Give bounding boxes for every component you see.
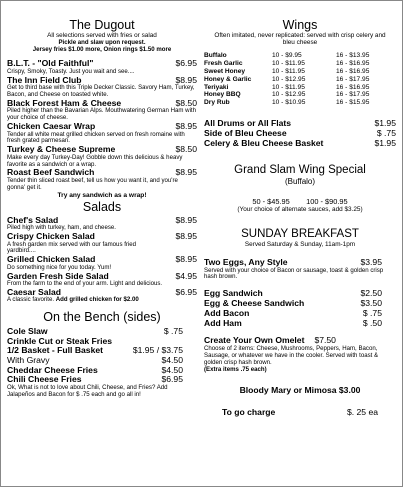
extra-name: Side of Bleu Cheese (204, 127, 287, 138)
item-name: Black Forest Ham & Cheese (7, 97, 122, 108)
menu-item (7, 272, 197, 288)
extra-name: Celery & Bleu Cheese Basket (204, 137, 324, 148)
item-name: B.L.T. - "Old Faithful" (7, 58, 94, 69)
item-name: Chef's Salad (7, 214, 59, 225)
wing-row (204, 99, 396, 107)
item-desc: Make every day Turkey-Day! Gobble down this delicious & heavy favorite as a sandwich or a wrap. (7, 153, 183, 168)
item-price: $8.95 (175, 230, 197, 241)
item-price: $4.50 (161, 355, 183, 366)
wing-row (204, 68, 396, 76)
wing-price-16: 16 - $15.95 (336, 99, 370, 107)
item-name: Roast Beef Sandwich (7, 167, 95, 178)
menu-item (7, 99, 197, 122)
togo-name: To go charge (222, 407, 276, 418)
wing-price-16: 16 - $17.95 (336, 75, 370, 83)
item-price: $6.95 (161, 374, 183, 385)
item-desc: Tender thin sliced roast beef, tell us how you want it, and you're gonna' get it. (7, 176, 178, 191)
wing-price-16: 16 - $16.95 (336, 68, 370, 75)
omelet-extra: (Extra items .75 each) (204, 365, 267, 373)
item-name: Caesar Salad (7, 286, 61, 297)
wing-price-10: 10 - $12.95 (272, 75, 306, 83)
item-desc: Crispy, Smoky, Toasty. Just you wait and see.... (7, 67, 135, 75)
wing-name: Sweet Honey (204, 68, 246, 75)
item-name: With Gravy (7, 355, 50, 366)
wing-name: Buffalo (204, 52, 227, 60)
wing-price-16: 16 - $16.95 (336, 83, 370, 91)
item-desc: A classic favorite. (7, 296, 55, 304)
item-name: Crispy Chicken Salad (7, 230, 95, 241)
item-price: $8.95 (175, 254, 197, 265)
item-name: Crinkle Cut or Steak Fries (7, 335, 113, 346)
omelet-price: $7.50 (314, 335, 336, 346)
item-desc: Tender all white meat grilled chicken served on fresh romaine with fresh grated parmesan. (7, 130, 185, 145)
item-price: $4.50 (161, 364, 183, 375)
wing-price-10: 10 - $11.95 (272, 83, 305, 91)
extra-price: $1.95 (374, 117, 396, 128)
wing-price-10: 10 - $10.95 (272, 99, 306, 107)
togo-price: $. 25 ea (346, 407, 378, 418)
item-name: Cole Slaw (7, 326, 48, 337)
item-price: $8.50 (175, 97, 197, 108)
omelet-desc: Choose of 2 items: Cheese, Mushrooms, Peppers, Ham, Bacon, Sausage, or whatever we have in the cooler. Served with toast & golden crisp hash brown. (204, 345, 379, 366)
dugout-note: Pickle and slaw upon request. (58, 39, 146, 47)
menu-item (7, 59, 197, 75)
eggs-name: Two Eggs, Any Style (204, 256, 288, 267)
item-desc: Piled high with turkey, ham, and cheese. (7, 224, 116, 232)
wing-extra (204, 139, 396, 149)
salads-title: Salads (82, 199, 122, 214)
extra-name: All Drums or All Flats (204, 117, 292, 128)
wing-price-16: 16 - $13.95 (336, 52, 370, 60)
breakfast-served: Served Saturday & Sunday, 11am-1pm (244, 240, 356, 248)
item-price: $8.95 (175, 74, 197, 85)
item-price: $ .75 (362, 307, 382, 318)
extra-price: $ .75 (376, 127, 396, 138)
item-desc: A fresh garden mix served with our famous fried yardbird.... (7, 240, 137, 255)
item-price: $8.50 (175, 144, 197, 155)
wing-price-10: 10 - $12.95 (272, 91, 306, 99)
item-price: $1.95 / $3.75 (132, 345, 183, 356)
menu-item (7, 122, 197, 145)
wing-row (204, 60, 396, 68)
item-name: 1/2 Basket - Full Basket (7, 345, 104, 356)
wing-name: Fresh Garlic (204, 60, 243, 68)
item-price: $4.95 (175, 270, 197, 281)
menu-item (7, 168, 197, 191)
item-name: Chili Cheese Fries (7, 374, 82, 385)
item-price: $6.95 (175, 286, 197, 297)
item-desc: From the farm to the end of your arm. Light and delicious. (7, 280, 163, 288)
item-price: $ .75 (163, 326, 183, 337)
menu-item (7, 255, 197, 271)
item-name: Garden Fresh Side Salad (7, 270, 109, 281)
extra-price: $1.95 (374, 137, 396, 148)
dugout-note: Jersey fries $1.00 more, Onion rings $1.50 more (32, 46, 172, 54)
item-price: $2.50 (360, 288, 382, 299)
grand-slam-subtitle: (Buffalo) (284, 177, 316, 187)
dugout-note: All selections served with fries or salad (47, 32, 157, 39)
grand-slam-title: Grand Slam Wing Special (234, 164, 366, 177)
wing-name: Teriyaki (204, 83, 229, 91)
item-price: $6.95 (175, 58, 197, 69)
item-name: Add Bacon (204, 307, 250, 318)
right-column (204, 1, 396, 418)
bench-footer: Ok, What is not to love about Chili, Cheese, and Fries? Add Jalapeños and Bacon for $ .75 each and go all in! (7, 383, 168, 398)
wings-title: Wings (282, 18, 318, 32)
eggs-desc: Served with your choice of Bacon or sausage, toast & golden crisp hash brown. (204, 266, 384, 281)
wing-row (204, 84, 396, 92)
item-name: Chicken Caesar Wrap (7, 120, 96, 131)
wing-price-10: 10 - $11.95 (272, 60, 305, 68)
left-column (7, 1, 197, 398)
wing-price-16: 16 - $17.95 (336, 91, 370, 99)
wing-row (204, 91, 396, 99)
item-name: The Inn Field Club (7, 74, 82, 85)
menu-item (7, 232, 197, 255)
wing-name: Dry Rub (204, 99, 230, 107)
wing-row (204, 52, 396, 60)
item-price: $ .50 (362, 317, 382, 328)
item-name: Egg Sandwich (204, 288, 263, 299)
wing-row (204, 76, 396, 84)
item-price: $8.95 (175, 120, 197, 131)
item-desc-bold: Add grilled chicken for $2.00 (55, 296, 139, 304)
grand-slam-note: (Your choice of alternate sauces, add $3.25) (237, 206, 363, 214)
item-price: $8.95 (175, 214, 197, 225)
item-desc: Do something nice for you today. Yum! (7, 263, 112, 271)
menu-item (7, 145, 197, 168)
wing-name: Honey BBQ (204, 91, 241, 99)
bench-title: On the Bench (sides) (43, 310, 161, 325)
item-name: Cheddar Cheese Fries (7, 364, 98, 375)
menu-item (7, 76, 197, 99)
item-name: Add Ham (204, 317, 242, 328)
item-desc: Piled higher than the Bavarian Alps. Mouthwatering German Ham with your choice of cheese. (7, 107, 197, 122)
wing-price-10: 10 - $9.95 (272, 52, 302, 60)
eggs-price: $3.95 (360, 256, 382, 267)
breakfast-title: SUNDAY BREAKFAST (241, 227, 359, 240)
wrap-note: Try any sandwich as a wrap! (57, 191, 147, 199)
item-desc: Get to third base with this Triple Decker Classic. Savory Ham, Turkey, Bacon, and Cheese on toasted white. (7, 84, 195, 98)
mimosa-line: Bloody Mary or Mimosa $3.00 (239, 385, 361, 396)
wing-price-10: 10 - $11.95 (272, 68, 305, 75)
menu-item (7, 216, 197, 232)
dugout-title: The Dugout (69, 18, 135, 32)
menu-item (7, 288, 197, 304)
item-name: Grilled Chicken Salad (7, 254, 96, 265)
breakfast-item (204, 319, 396, 329)
item-name: Egg & Cheese Sandwich (204, 297, 305, 308)
omelet-name: Create Your Own Omelet (204, 335, 305, 346)
wing-price-16: 16 - $16.95 (336, 60, 370, 68)
grand-slam-prices: 50 - $45.95 100 - $90.95 (252, 197, 348, 207)
item-name: Turkey & Cheese Supreme (7, 144, 116, 155)
wing-name: Honey & Garlic (204, 75, 252, 83)
wings-note: Often imitated, never replicated: served with crisp celery and bleu cheese (214, 32, 386, 47)
item-price: $3.50 (360, 297, 382, 308)
item-price: $8.95 (175, 167, 197, 178)
